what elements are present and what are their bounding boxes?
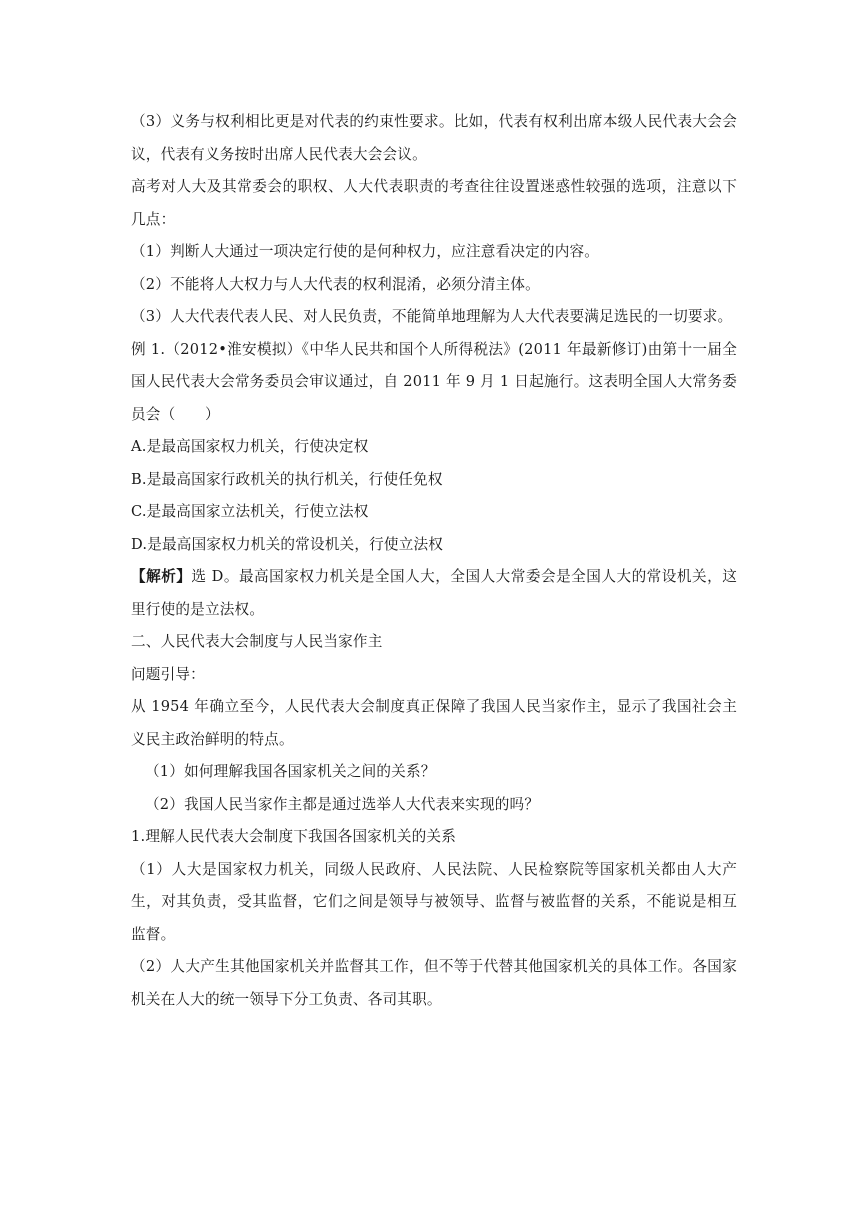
example-question: 例 1.（2012•淮安模拟）《中华人民共和国个人所得税法》(2011 年最新修订)由第十一届全国人民代表大会常务委员会审议通过，自 2011 年 9 月 1 日起施行。这表明全国人大常务委员会（ ） bbox=[131, 340, 737, 423]
analysis-tag: 【解析】 bbox=[131, 568, 192, 585]
subsection-heading: 1.理解人民代表大会制度下我国各国家机关的关系 bbox=[131, 828, 456, 845]
paragraph-relation-2: （2）人大产生其他国家机关并监督其工作，但不等于代替其他国家机关的具体工作。各国家机关在人大的统一领导下分工负责、各司其职。 bbox=[131, 958, 737, 1008]
paragraph-exam-note: 高考对人大及其常委会的职权、人大代表职责的考查往往设置迷惑性较强的选项，注意以下几点： bbox=[131, 178, 737, 228]
paragraph-point-2: （2）不能将人大权力与人大代表的权利混淆，必须分清主体。 bbox=[131, 275, 540, 293]
analysis-text: 选 D。最高国家权力机关是全国人大，全国人大常委会是全国人大的常设机关，这里行使的是立法权。 bbox=[131, 568, 737, 618]
paragraph-point-3: （3）人大代表代表人民、对人民负责，不能简单地理解为人大代表要满足选民的一切要求。 bbox=[131, 308, 733, 325]
option-c: C.是最高国家立法机关，行使立法权 bbox=[131, 503, 369, 520]
guide-question-2: （2）我国人民当家作主都是通过选举人大代表来实现的吗？ bbox=[145, 795, 540, 813]
option-a: A.是最高国家权力机关，行使决定权 bbox=[131, 438, 369, 455]
guide-question-1: （1）如何理解我国各国家机关之间的关系？ bbox=[145, 763, 436, 780]
paragraph-since-1954: 从 1954 年确立至今，人民代表大会制度真正保障了我国人民当家作主，显示了我国社会主义民主政治鲜明的特点。 bbox=[131, 698, 737, 748]
section-heading: 二、人民代表大会制度与人民当家作主 bbox=[131, 633, 383, 650]
paragraph-relation-1: （1）人大是国家权力机关，同级人民政府、人民法院、人民检察院等国家机关都由人大产生，对其负责，受其监督，它们之间是领导与被领导、监督与被监督的关系，不能说是相互监督。 bbox=[131, 860, 737, 943]
paragraph-duty-vs-right: （3）义务与权利相比更是对代表的约束性要求。比如，代表有权利出席本级人民代表大会会议，代表有义务按时出席人民代表大会会议。 bbox=[131, 113, 737, 163]
option-d: D.是最高国家权力机关的常设机关，行使立法权 bbox=[131, 535, 444, 553]
paragraph-point-1: （1）判断人大通过一项决定行使的是何种权力，应注意看决定的内容。 bbox=[131, 243, 600, 260]
analysis-paragraph bbox=[131, 561, 737, 626]
question-guide-label: 问题引导： bbox=[131, 665, 205, 683]
document-page bbox=[131, 106, 737, 1016]
option-b: B.是最高国家行政机关的执行机关，行使任免权 bbox=[131, 470, 443, 488]
